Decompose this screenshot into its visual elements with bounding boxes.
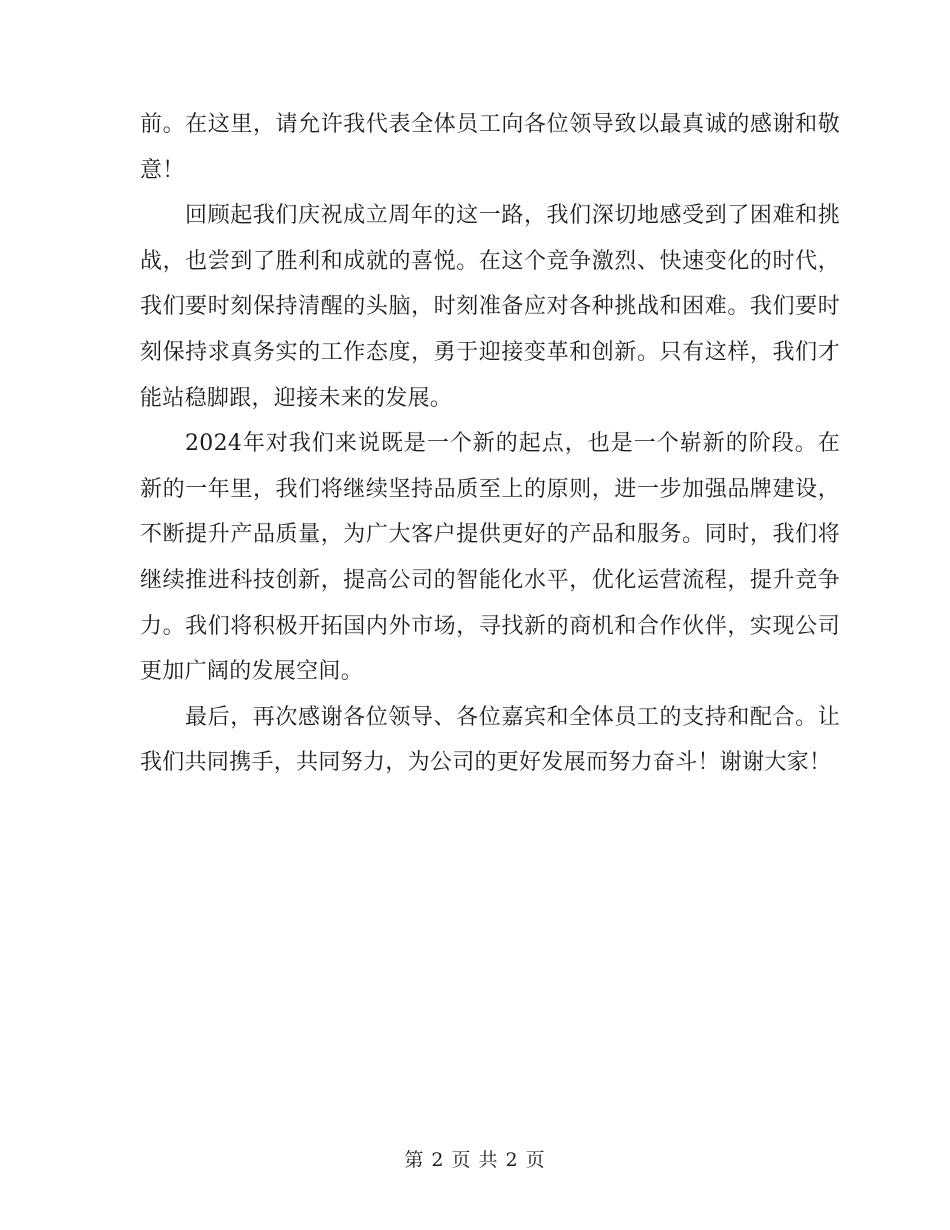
paragraph-4: 最后，再次感谢各位领导、各位嘉宾和全体员工的支持和配合。让我们共同携手，共同努力，为公司的更好发展而努力奋斗！谢谢大家！ — [140, 704, 840, 776]
paragraph-1: 前。在这里，请允许我代表全体员工向各位领导致以最真诚的感谢和敬意！ — [140, 112, 840, 183]
paragraph-2: 回顾起我们庆祝成立周年的这一路，我们深切地感受到了困难和挑战，也尝到了胜利和成就的喜悦。在这个竞争激烈、快速变化的时代，我们要时刻保持清醒的头脑，时刻准备应对各种挑战和困难。我们要时刻保持求真务实的工作态度，勇于迎接变革和创新。只有这样，我们才能站稳脚跟，迎接未来的发展。 — [140, 203, 840, 411]
page-number-footer: 第 2 页 共 2 页 — [404, 1149, 546, 1171]
paragraph-3: 2024年对我们来说既是一个新的起点，也是一个崭新的阶段。在新的一年里，我们将继续坚持品质至上的原则，进一步加强品牌建设，不断提升产品质量，为广大客户提供更好的产品和服务。同时，我们将继续推进科技创新，提高公司的智能化水平，优化运营流程，提升竞争力。我们将积极开拓国内外市场，寻找新的商机和合作伙伴，实现公司更加广阔的发展空间。 — [140, 431, 840, 685]
document-body — [140, 102, 840, 786]
